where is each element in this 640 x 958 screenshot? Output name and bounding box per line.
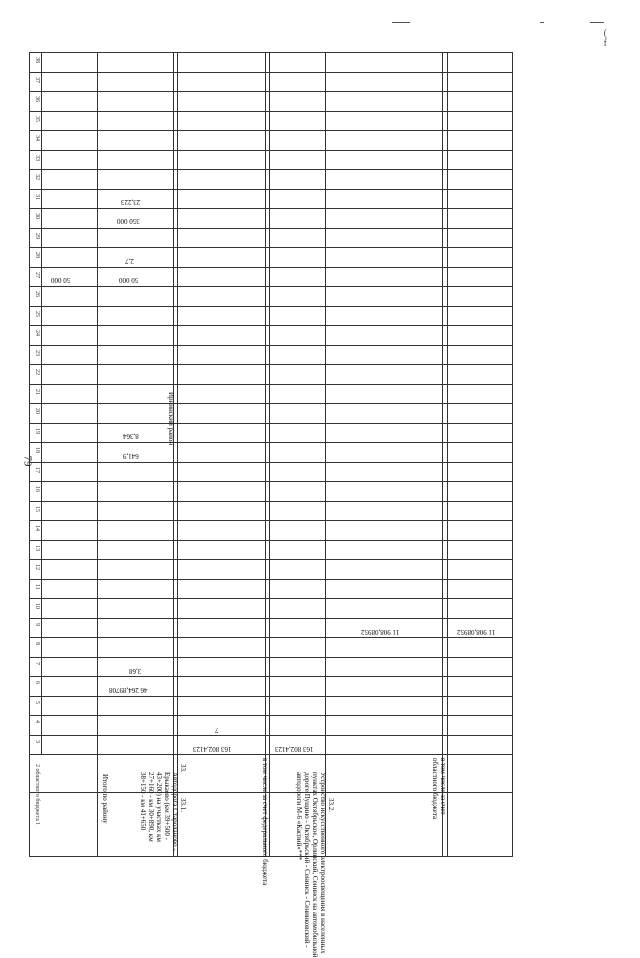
column-number: 22 — [34, 369, 40, 375]
column-number: 29 — [34, 233, 40, 239]
table-rule — [442, 52, 443, 857]
table-rule — [29, 598, 513, 599]
table-rule — [29, 618, 513, 619]
table-rule — [29, 856, 513, 857]
value-total-c30: 350 000 — [117, 217, 140, 225]
column-number: 12 — [34, 564, 40, 570]
table-rule — [29, 208, 513, 209]
value-regional-c9: 11 908,08952 — [457, 628, 496, 636]
value-total-c28: 2,7 — [125, 257, 134, 265]
row-label-road: Автодорога Староланово - Ерыкаево (км 39+500 - 43+200) на участках км 27+160 - км 30+890, км 38+150 - км 41+650 — [139, 772, 179, 851]
table-rule — [29, 52, 30, 857]
row-num-33-2: 33.2. — [327, 798, 335, 812]
table-rule — [29, 364, 513, 365]
table-rule — [29, 228, 513, 229]
column-number: 20 — [34, 408, 40, 414]
table-rule — [29, 676, 513, 677]
table-rule — [29, 735, 513, 736]
row-label-federal: в том числе за счет федерального бюджета — [261, 758, 269, 886]
table-rule — [29, 715, 513, 716]
table-rule — [29, 520, 513, 521]
column-number: 8 — [34, 642, 40, 645]
column-number: 32 — [34, 174, 40, 180]
table-rule — [29, 403, 513, 404]
value-total-c19: 8,364 — [123, 432, 139, 440]
page-number: 79 — [21, 455, 34, 467]
row-label-lighting: Устройство искусственного электроосвещения в населенных пунктах Октябрьское, Орлинский, Сенинск на автомобильной дороге Пущино - Октябрьский - Сенинск - Сенинковский - автодороги М-6 «Каспий»*** — [295, 772, 327, 958]
region-label: Ирнинский район — [167, 392, 175, 446]
table-rule — [177, 52, 178, 857]
row-label-regional: в том числе за счет областного бюджета — [431, 758, 447, 819]
table-rule — [29, 423, 513, 424]
table-rule — [29, 267, 513, 268]
column-number: 1 — [34, 822, 40, 825]
column-number: 25 — [34, 311, 40, 317]
column-number: 15 — [34, 506, 40, 512]
margin-mark: ( — [603, 28, 607, 39]
column-number: 36 — [34, 96, 40, 102]
table-rule — [29, 540, 513, 541]
table-rule — [29, 657, 513, 658]
table-rule — [29, 481, 513, 482]
table-rule — [29, 345, 513, 346]
table-rule — [29, 442, 513, 443]
table-rule — [29, 384, 513, 385]
table-rule — [29, 189, 513, 190]
value-federal-c5: 163 802,4123 — [275, 745, 314, 753]
column-number: 26 — [34, 291, 40, 297]
column-number: 21 — [34, 389, 40, 395]
table-rule — [29, 130, 513, 131]
column-number: 19 — [34, 428, 40, 434]
value-total-c6: 46 264,89708 — [109, 686, 148, 694]
column-number: 11 — [34, 584, 40, 590]
table-rule — [29, 559, 513, 560]
value-regional-c27: 50 000 — [51, 276, 71, 284]
column-number: 31 — [34, 194, 40, 200]
table-rule — [29, 111, 513, 112]
value-total-c18: 641,9 — [123, 452, 139, 460]
column-number: 34 — [34, 135, 40, 141]
value-lighting-c9: 11 908,08952 — [361, 628, 400, 636]
value-total-c27: 50 000 — [119, 276, 139, 284]
table-rule — [29, 637, 513, 638]
table-rule — [29, 325, 513, 326]
table-rule — [29, 91, 513, 92]
table-rule — [512, 52, 513, 857]
scan-edge-mark — [590, 22, 604, 23]
table-rule — [97, 52, 98, 857]
column-number: 9 — [34, 623, 40, 626]
table-rule — [29, 696, 513, 697]
value-road-c5: 163 802,4123 — [193, 745, 232, 753]
column-number: 4 — [34, 720, 40, 723]
column-number: 2 областного бюджета — [34, 764, 40, 821]
column-number: 17 — [34, 467, 40, 473]
table-rule — [29, 72, 513, 73]
column-number: 24 — [34, 330, 40, 336]
column-number: 13 — [34, 545, 40, 551]
table-rule — [29, 754, 513, 755]
table-rule — [29, 286, 513, 287]
column-number: 6 — [34, 681, 40, 684]
column-number: 3 — [34, 740, 40, 743]
column-number: 30 — [34, 213, 40, 219]
value-total-c7: 3,68 — [129, 667, 142, 675]
column-number: 10 — [34, 603, 40, 609]
row-num-33-1: 33.1. — [179, 798, 187, 812]
row-label-total: Итого по району — [101, 774, 109, 824]
column-number: 16 — [34, 486, 40, 492]
value-road-c4: 7 — [215, 726, 219, 734]
scan-edge-mark — [392, 22, 410, 23]
column-number: 5 — [34, 701, 40, 704]
table-rule — [29, 579, 513, 580]
table-rule — [173, 52, 174, 857]
budget-table — [29, 52, 513, 958]
column-number: 7 — [34, 662, 40, 665]
column-number: 14 — [34, 525, 40, 531]
table-rule — [29, 247, 513, 248]
column-number: 28 — [34, 252, 40, 258]
table-rule — [29, 306, 513, 307]
table-rule — [41, 52, 42, 754]
margin-mark: f — [603, 38, 607, 49]
column-number: 38 — [34, 57, 40, 63]
table-rule — [29, 462, 513, 463]
value-total-c31: 23,223 — [121, 198, 141, 206]
column-number: 23 — [34, 350, 40, 356]
column-number: 37 — [34, 77, 40, 83]
column-number: 27 — [34, 272, 40, 278]
scan-edge-mark — [540, 22, 544, 23]
table-rule — [265, 52, 266, 857]
table-rule — [29, 150, 513, 151]
column-number: 33 — [34, 155, 40, 161]
table-rule — [29, 52, 513, 53]
table-rule — [447, 52, 448, 857]
table-rule — [29, 501, 513, 502]
table-rule — [29, 169, 513, 170]
column-number: 35 — [34, 116, 40, 122]
row-num-33: 33. — [179, 764, 187, 773]
column-number: 18 — [34, 447, 40, 453]
table-rule — [269, 52, 270, 857]
table-rule — [325, 52, 326, 857]
